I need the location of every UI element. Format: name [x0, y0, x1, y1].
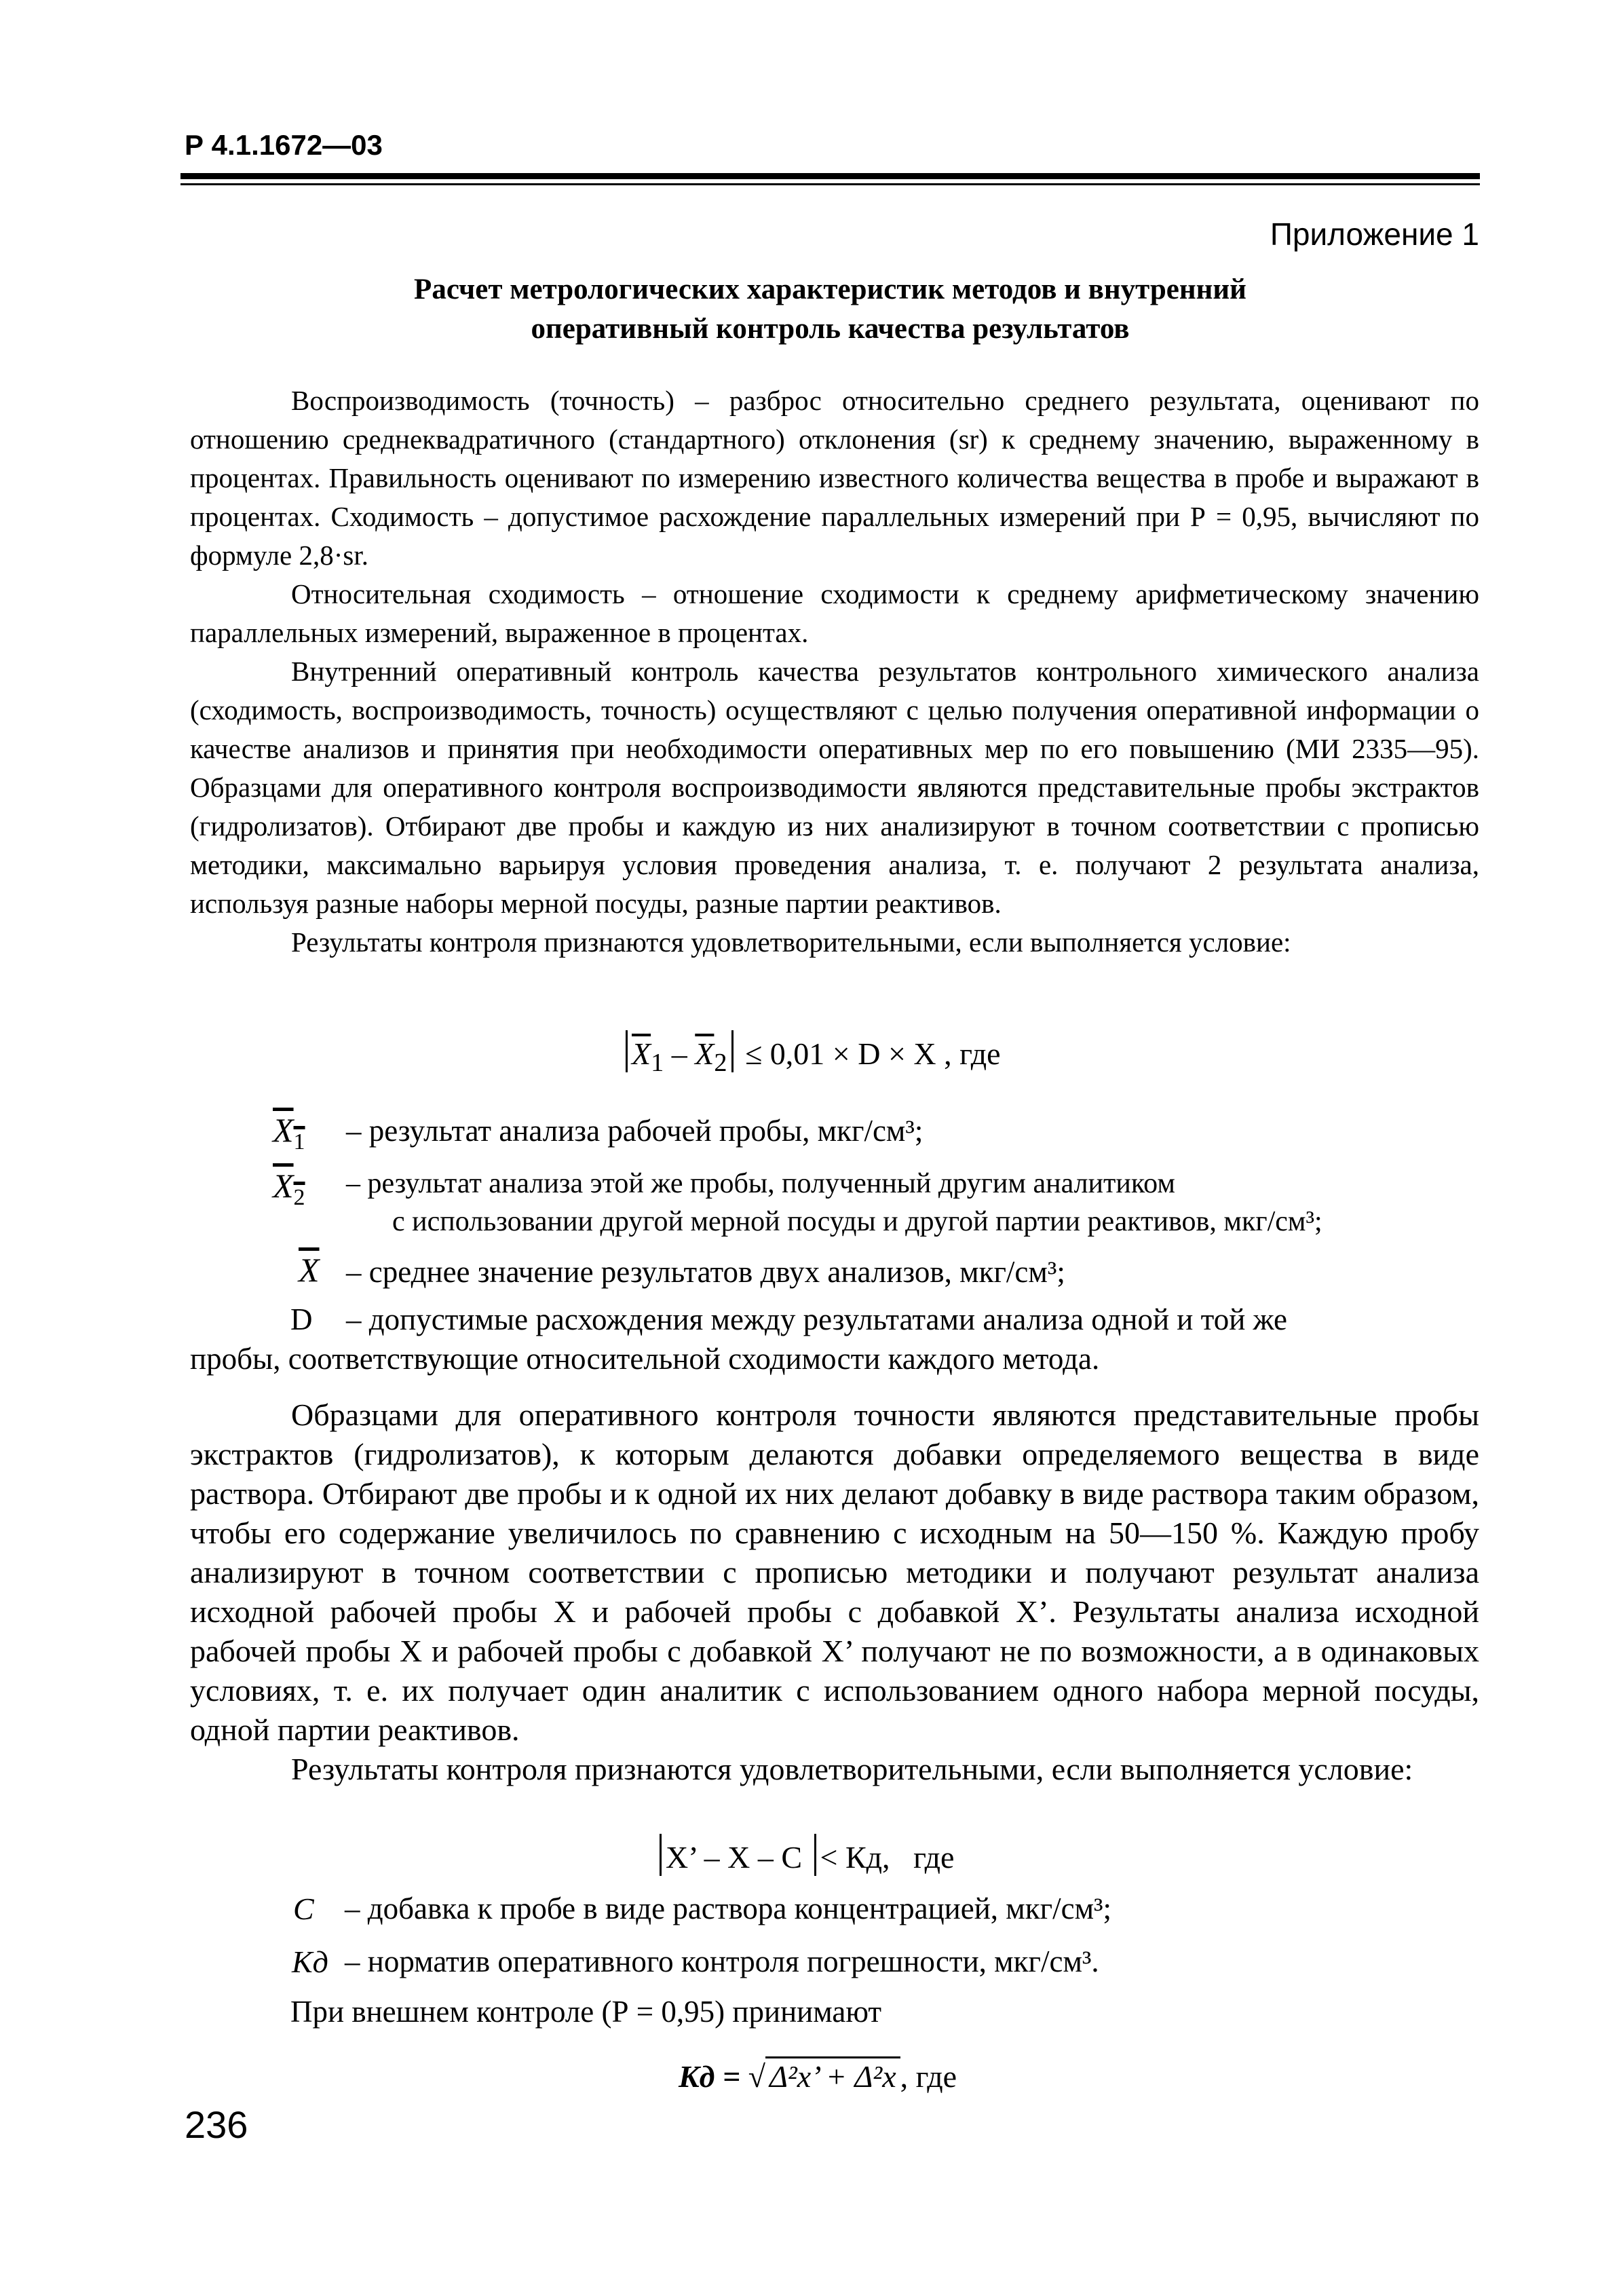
sqrt-icon: √ — [748, 2059, 765, 2094]
paragraph-external-control: При внешнем контроле (Р = 0,95) принимают — [290, 1995, 882, 2029]
page-number: 236 — [185, 2103, 248, 2146]
formula-reproducibility — [622, 1030, 1001, 1078]
formula3-lhs: Kд = — [679, 2059, 741, 2094]
formula2-where: где — [913, 1840, 955, 1875]
header-rule-thick — [180, 173, 1480, 179]
def-x2-text-line2: с использовании другой мерной посуды и другой партии реактивов, мкг/см³; — [392, 1206, 1322, 1237]
page-title — [180, 270, 1480, 349]
formula1-sub1: 1 — [651, 1049, 664, 1078]
def-x2-text-line1: – результат анализа этой же пробы, полученный другим аналитиком — [346, 1168, 1175, 1199]
def-k-symbol: Kд — [292, 1944, 328, 1979]
appendix-label: Приложение 1 — [1270, 217, 1479, 252]
formula-error-norm — [679, 2056, 957, 2094]
formula1-sub2: 2 — [714, 1049, 727, 1078]
formula-accuracy — [655, 1834, 954, 1876]
def-x1-symbol: $X_1$ — [273, 1111, 305, 1154]
def-k-text: – норматив оперативного контроля погрешности, мкг/см³. — [345, 1944, 1099, 1978]
def-d-text-line1: – допустимые расхождения между результатами анализа одной и той же — [346, 1302, 1288, 1336]
formula1-x1: $\overline{X}$ — [632, 1036, 651, 1071]
body-section-1 — [190, 381, 1479, 962]
def-xbar-symbol: $\overline{X}$ — [299, 1251, 320, 1289]
formula1-minus: – — [671, 1036, 687, 1071]
abs-bar-right — [731, 1030, 734, 1072]
abs-bar-left-2 — [660, 1834, 662, 1876]
document-code: Р 4.1.1672—03 — [185, 129, 383, 161]
paragraph-condition-2: Результаты контроля признаются удовлетворительными, если выполняется условие: — [291, 1752, 1413, 1786]
abs-bar-left — [626, 1030, 628, 1072]
def-xbar-text: – среднее значение результатов двух анализов, мкг/см³; — [346, 1255, 1065, 1289]
formula3-radicand: Δ²x’ + Δ²x — [765, 2056, 900, 2094]
def-d-text-line2: пробы, соответствующие относительной сходимости каждого метода. — [190, 1342, 1100, 1376]
formula3-where: , где — [900, 2059, 957, 2094]
paragraph-accuracy-control: Образцами для оперативного контроля точности являются представительные пробы экстрактов (гидролизатов), к которым делаются добавки определяемого вещества в виде раствора. Отбирают две пробы и к одной их них делают добавку в виде раствора таким образом, чтобы его содержание увеличилось по сравнению с исходным на 50—150 %. Каждую пробу анализируют в точном соответствии с прописью методики и получают результат анализа исходной рабочей пробы X и рабочей пробы с добавкой X’. Результаты анализа исходной рабочей пробы X и рабочей пробы с добавкой X’ получают не по возможности, а в одинаковых условиях, т. е. их получает один аналитик с использованием одного набора мерной посуды, одной партии реактивов. — [190, 1397, 1479, 1747]
abs-bar-right-2 — [814, 1834, 816, 1876]
paragraph-internal-control: Внутренний оперативный контроль качества результатов контрольного химического анализа (сходимость, воспроизводимость, точность) осуществляют с целью получения оперативной информации о качестве анализов и принятия при необходимости оперативных мер по его повышению (МИ 2335—95). Образцами для оперативного контроля воспроизводимости являются представительные пробы экстрактов (гидролизатов). Отбирают две пробы и каждую из них анализируют в точном соответствии с прописью методики, максимально варьируя условия проведения анализа, т. е. получают 2 результата анализа, используя разные наборы мерной посуды, разные партии реактивов. — [190, 656, 1479, 919]
def-x2-symbol: $X_2$ — [273, 1167, 305, 1210]
def-c-symbol: C — [293, 1892, 314, 1926]
header-rule-thin — [180, 183, 1480, 185]
formula1-rhs: ≤ 0,01 × D × X — [745, 1036, 936, 1071]
formula2-expr: X’ – X – C — [666, 1840, 803, 1875]
formula1-x2: $\overline{X}$ — [695, 1036, 715, 1071]
title-line-1: Расчет метрологических характеристик методов и внутренний — [414, 274, 1246, 305]
paragraph-condition-1: Результаты контроля признаются удовлетворительными, если выполняется условие: — [291, 926, 1291, 958]
paragraph-relative-convergence: Относительная сходимость – отношение сходимости к среднему арифметическому значению параллельных измерений, выраженное в процентах. — [190, 578, 1479, 648]
formula1-where: , где — [944, 1036, 1001, 1071]
paragraph-reproducibility: Воспроизводимость (точность) – разброс относительно среднего результата, оценивают по отношению среднеквадратичного (стандартного) отклонения (sr) к среднему значению, выраженному в процентах. Правильность оценивают по измерению известного количества вещества в пробе и выражают в процентах. Сходимость – допустимое расхождение параллельных измерений при Р = 0,95, вычисляют по формуле 2,8·sr. — [190, 385, 1479, 571]
def-x1-text: – результат анализа рабочей пробы, мкг/см³; — [346, 1114, 923, 1148]
def-c-text: – добавка к пробе в виде раствора концентрацией, мкг/см³; — [345, 1892, 1112, 1925]
formula2-rhs: < Кд, — [820, 1840, 890, 1875]
title-line-2: оперативный контроль качества результатов — [531, 313, 1130, 345]
def-d-symbol: D — [290, 1302, 313, 1336]
body-section-2 — [190, 1395, 1479, 1789]
